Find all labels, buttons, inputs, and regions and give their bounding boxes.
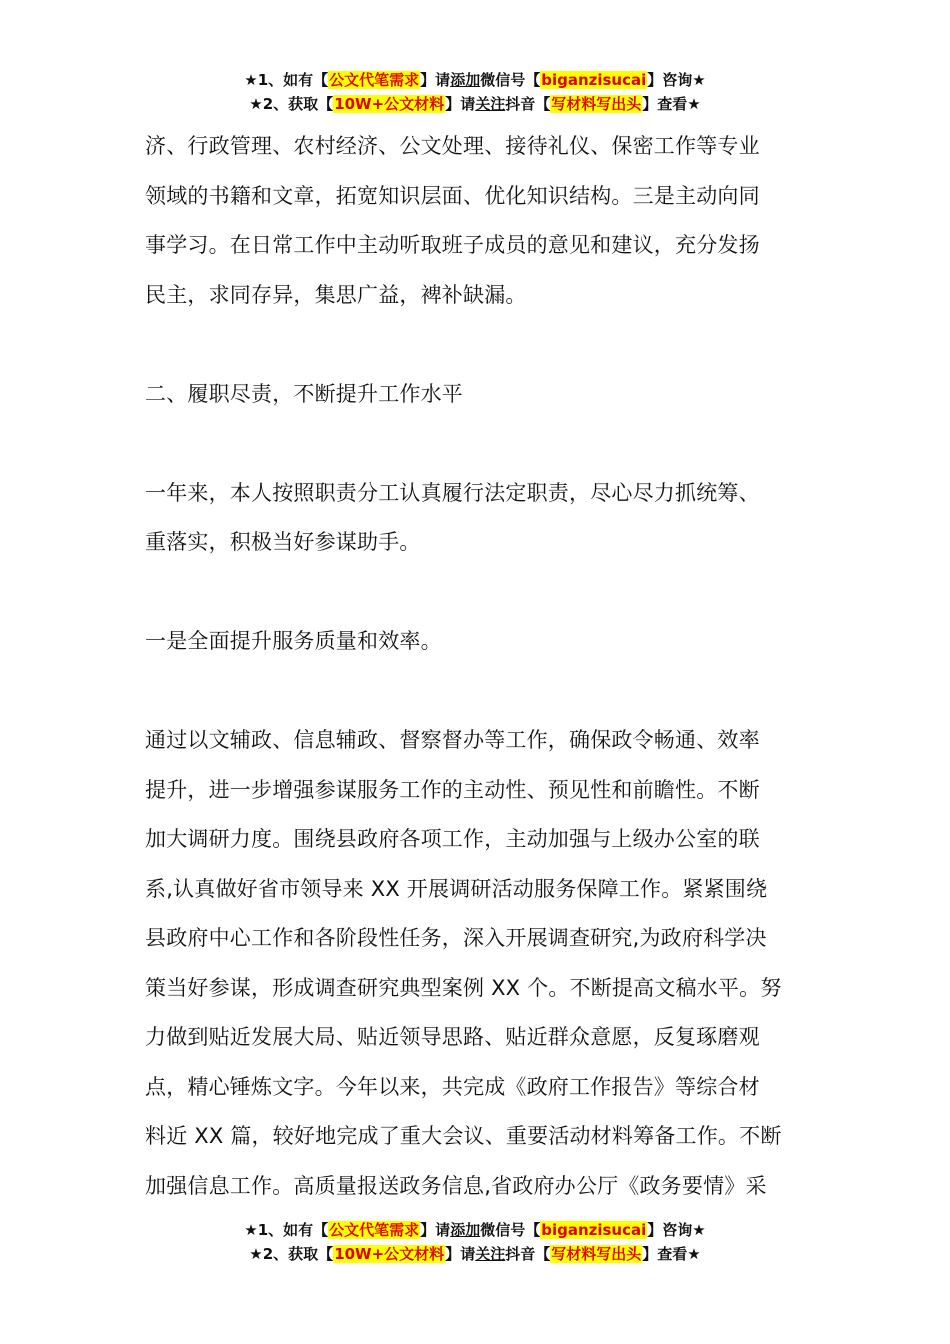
text-line: 点，精心锤炼文字。今年以来，共完成《政府工作报告》等综合材 [145,1074,760,1099]
text-line: 料近 XX 篇，较好地完成了重大会议、重要活动材料筹备工作。不断 [145,1124,782,1148]
header-banner [0,68,950,116]
paragraph-service-quality [145,716,810,1211]
text-line: 加大调研力度。围绕县政府各项工作，主动加强与上级办公室的联 [145,827,760,851]
text-line: 一年来，本人按照职责分工认真履行法定职责，尽心尽力抓统筹、 [145,480,760,505]
text-line: 县政府中心工作和各阶段性任务，深入开展调查研究,为政府科学决 [145,926,767,950]
text-line: 通过以文辅政、信息辅政、督察督办等工作，确保政令畅通、效率 [145,728,760,752]
text-line: 领域的书籍和文章，拓宽知识层面、优化知识结构。三是主动向同 [145,183,760,208]
text-line: 民主，求同存异，集思广益，裨补缺漏。 [145,282,527,307]
highlight-service: 公文代笔需求 [329,1221,420,1239]
footer-banner [0,1218,950,1266]
banner-text: 】咨询★ [647,71,706,89]
text-line: 事学习。在日常工作中主动听取班子成员的意见和建议，充分发扬 [145,233,760,257]
banner-line-1 [0,68,950,92]
banner-text: 微信号【 [480,1221,541,1239]
banner-underlined-text: 添加 [450,1221,481,1239]
text-line: 济、行政管理、农村经济、公文处理、接待礼仪、保密工作等专业 [145,134,760,158]
banner-text: 】请 [420,71,451,89]
text-line: 提升，进一步增强参谋服务工作的主动性、预见性和前瞻性。不断 [145,777,760,802]
banner-underlined-text: 关注 [475,1245,506,1263]
banner-line-2 [0,1242,950,1266]
paragraph-gap [145,419,810,469]
highlight-materials: 10W+公文材料 [334,95,445,113]
highlight-service: 公文代笔需求 [329,71,420,89]
highlight-douyin-account: 写材料写出头 [551,1245,642,1263]
banner-text: 】咨询★ [647,1221,706,1239]
banner-line-2 [0,92,950,116]
paragraph-gap [145,667,810,717]
banner-text: 】请 [420,1221,451,1239]
text-line: 系,认真做好省市领导来 XX 开展调研活动服务保障工作。紧紧围绕 [145,876,768,901]
highlight-douyin-account: 写材料写出头 [551,95,642,113]
text-line: 力做到贴近发展大局、贴近领导思路、贴近群众意愿，反复琢磨观 [145,1025,760,1049]
text-line: 加强信息工作。高质量报送政务信息,省政府办公厅《政务要情》采 [145,1173,767,1198]
banner-text: 抖音【 [505,95,551,113]
banner-text: ★1、如有【 [244,1221,329,1239]
banner-line-1 [0,1218,950,1242]
paragraph-gap [145,568,810,618]
text-line: 重落实，积极当好参谋助手。 [145,530,421,554]
paragraph-gap [145,320,810,370]
text-line: 策当好参谋，形成调查研究典型案例 XX 个。不断提高文稿水平。努 [145,975,782,1000]
paragraph-study [145,122,810,320]
banner-text: 】查看★ [642,1245,701,1263]
paragraph-overview [145,469,810,568]
document-body [145,122,810,1211]
banner-text: 】查看★ [642,95,701,113]
banner-text: 微信号【 [480,71,541,89]
banner-text: 】请 [445,95,476,113]
banner-text: 抖音【 [505,1245,551,1263]
section-heading: 二、履职尽责，不断提升工作水平 [145,381,463,406]
highlight-wechat-id: biganzisucai [541,71,647,89]
banner-text: ★1、如有【 [244,71,329,89]
highlight-wechat-id: biganzisucai [541,1221,647,1239]
banner-text: ★2、获取【 [249,1245,334,1263]
banner-text: ★2、获取【 [249,95,334,113]
highlight-materials: 10W+公文材料 [334,1245,445,1263]
banner-text: 】请 [445,1245,476,1263]
banner-underlined-text: 关注 [475,95,506,113]
banner-underlined-text: 添加 [450,71,481,89]
subsection-heading: 一是全面提升服务质量和效率。 [145,629,442,653]
